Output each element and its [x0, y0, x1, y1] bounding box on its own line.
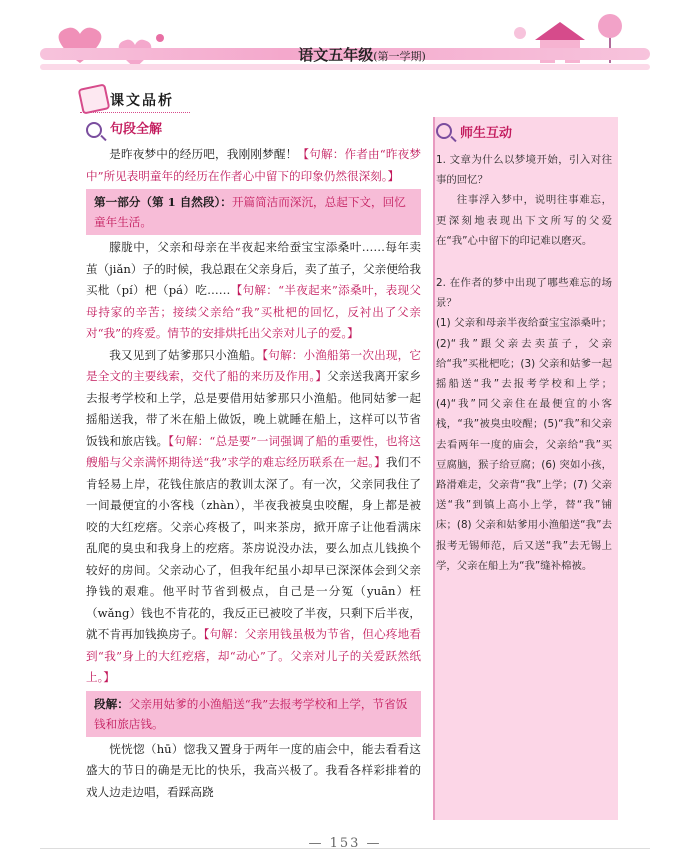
paragraph: 朦胧中，父亲和母亲在半夜起来给蚕宝宝添桑叶……每年卖茧（jiǎn）子的时候，我总跟在父亲身后，卖了茧子，父亲便给我买枇（pí）杷（pá）吃……【句解：“半夜起来”添桑叶，表现父母持家的辛苦；接续父亲给“我”买枇杷的回忆，反衬出了父亲对“我”的疼爱。情节的安排烘托出父亲对儿子的爱。】: [86, 240, 422, 340]
question-2: 2. 在作者的梦中出现了哪些难忘的场景？: [436, 277, 612, 310]
annotation: 【句解：“半夜起来”添桑叶，表现父母持家的辛苦；接续父亲给“我”买枇杷的回忆，反衬出了父亲对“我”的疼爱。情节的安排烘托出父亲对儿子的爱。】: [86, 283, 422, 340]
section-tag-label: 课文品析: [110, 93, 174, 109]
page-header: [0, 0, 689, 95]
paragraph: 我又见到了姑爹那只小渔船。【句解：小渔船第一次出现，它是全文的主要线索，交代了船的来历及作用。】父亲送我离开家乡去报考学校和上学，总是要借用姑爹那只小渔船。他同姑爹一起摇船送我，带了米在船上做饭，晚上就睡在船上，这样可以节省饭钱和旅店钱。【句解：“总是要”一词强调了船的重要性，也将这艘船与父亲满怀期待送“我”求学的难忘经历联系在一起。】我们不肯轻易上岸，花钱住旅店的教训太深了。有一次，父亲同我住了一间最便宜的小客栈（zhàn），半夜我被臭虫咬醒，身上都是被咬的大红疙瘩。父亲心疼极了，叫来茶房，掀开席子让他看满床乱爬的臭虫和我身上的疙瘩。茶房说没办法，要么加点儿钱换个较好的房间。父亲动心了，但我年纪虽小却早已深深体会到父亲挣钱的艰难。他平时节省到极点，自己是一分冤（yuān）枉（wǎng）钱也不肯花的，我反正已被咬了半夜，只剩下后半夜，就不肯再加钱换房子。【句解：父亲用钱虽极为节省，但心疼地看到“我”身上的大红疙瘩，却“动心”了。父亲对儿子的关爱跃然纸上。】: [86, 347, 421, 684]
main-text-column: [86, 118, 421, 803]
annotation: 【句解：父亲用钱虽极为节省，但心疼地看到“我”身上的大红疙瘩，却“动心”了。父亲对儿子的关爱跃然纸上。】: [86, 627, 421, 684]
magnifier-icon: [436, 123, 452, 139]
annotation: 【句解：小渔船第一次出现，它是全文的主要线索，交代了船的来历及作用。】: [86, 347, 421, 383]
question-1: 1. 文章为什么以梦境开始，引入对往事的回忆？: [436, 154, 612, 187]
segment-summary-box: 段解：父亲用姑爹的小渔船送“我”去报考学校和上学，节省饭钱和旅店钱。: [86, 691, 421, 737]
answer-1: 往事浮入梦中，说明往事难忘，更深刻地表现出下文所写的父爱在“我”心中留下的印记难以磨灭。: [436, 194, 612, 247]
page-number: — 153 —: [308, 836, 382, 851]
answer-2: (1) 父亲和母亲半夜给蚕宝宝添桑叶；(2)“我”跟父亲去卖茧子，父亲给“我”买枇杷吃；(3) 父亲和姑爹一起摇船送“我”去报考学校和上学；(4)“我”同父亲住在最便宜的小客栈，“我”被臭虫咬醒；(5)“我”和父亲去看两年一度的庙会，父亲给“我”买豆腐脑，猴子给豆腐；(6) 突如小孩，路滑难走，父亲背“我”上学；(7) 父亲送“我”到镇上高小上学，替“我”铺床；(8) 父亲和姑爹用小渔船送“我”去报考无锡师范，后又送“我”去无锡上学，父亲在船上为“我”缝补棉被。: [436, 317, 612, 572]
paragraph: 恍恍惚（hū）惚我又置身于两年一度的庙会中，能去看看这盛大的节日的确是无比的快乐，我高兴极了。我看各样彩排着的戏人边走边唱，看踩高跷: [86, 741, 421, 799]
tag-icon: [78, 83, 111, 114]
part-label: 第一部分（第 1 自然段）：: [94, 195, 232, 209]
segment-label: 段解：: [94, 696, 129, 711]
section-tag: [80, 86, 200, 110]
annotation: 【句解：“总是要”一词强调了船的重要性，也将这艘船与父亲满怀期待送“我”求学的难忘经历联系在一起。】: [86, 433, 421, 469]
divider: [80, 112, 190, 113]
panel-heading: 师生互动: [436, 120, 512, 142]
paragraph: 是昨夜梦中的经历吧，我刚刚梦醒！【句解：作者由“昨夜梦中”所见表明童年的经历在作者心中留下的印象仍然很深刻。】: [86, 147, 421, 183]
qa-content: [436, 150, 612, 576]
magnifier-icon: [86, 122, 102, 138]
book-title: 语文五年级(第一学期): [298, 46, 426, 64]
section-heading: 句段全解: [86, 118, 421, 142]
annotation: 【句解：作者由“昨夜梦中”所见表明童年的经历在作者心中留下的印象仍然很深刻。】: [86, 147, 421, 183]
part-summary-box: 第一部分（第 1 自然段）：开篇简洁而深沉，总起下文，回忆童年生活。: [86, 189, 421, 235]
